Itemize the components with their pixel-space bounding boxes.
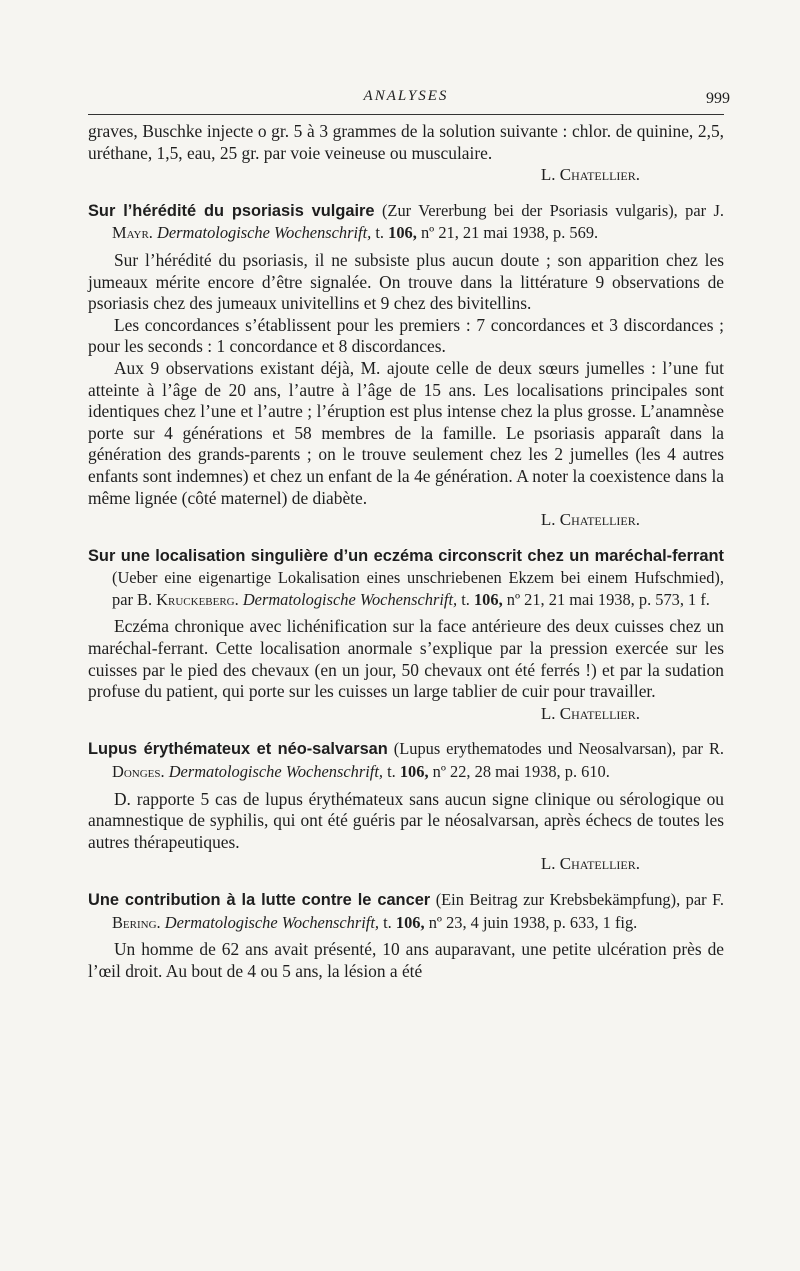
issue-info: nº 21, 21 mai 1938, p. 569. (420, 223, 599, 243)
original-title: (Lupus erythematodes und Neosalvarsan), par R. (393, 739, 724, 759)
running-head (88, 80, 730, 110)
article-paragraph: Aux 9 observations existant déjà, M. ajoute celle de deux sœurs jumelles : l’une fut atteinte à l’âge de 20 ans, l’autre à l’âge de 15 ans. Les localisations principales sont identiques chez l’une et l’autre ; l’éruption est plus intense chez la plus grosse. L’anamnèse porte sur 4 générations et 58 membres de la famille. Le psoriasis apparaît dans la génération des grands-parents ; on le trouve seulement chez les 2 jumelles (les 4 autres enfants sont indemnes) et chez un enfant de la 4e génération. A noter la coexistence dans la même lignée (côté maternel) de diabète. (88, 357, 724, 508)
article-paragraph: Eczéma chronique avec lichénification sur la face antérieure des deux cuisses chez un maréchal-ferrant. Cette localisation anormale s’explique par la pression exercée sur les cuisses par le pied des chevaux (en un jour, 50 chevaux ont été ferrés !) et par la sudation profuse du patient, qui porte sur les cuisses un large tablier de cuir pour travailler. (88, 616, 724, 702)
volume-prefix: t. (387, 762, 396, 782)
article-heading (88, 738, 724, 782)
author: Mayr. (112, 223, 153, 243)
journal: Dermatologische Wochenschrift, (168, 762, 383, 782)
article-paragraph: Un homme de 62 ans avait présenté, 10 ans auparavant, une petite ulcération près de l’œil droit. Au bout de 4 ou 5 ans, la lésion a été (88, 939, 724, 981)
article-heading (88, 889, 724, 933)
author: Donges. (112, 762, 165, 782)
issue-info: nº 23, 4 juin 1938, p. 633, 1 fig. (428, 912, 638, 932)
author: Bering. (112, 912, 161, 932)
volume: 106, (399, 762, 429, 782)
article-title: Une contribution à la lutte contre le cancer (88, 891, 431, 909)
page (88, 80, 730, 982)
journal: Dermatologische Wochenschrift, (242, 589, 458, 609)
running-title: ANALYSES (363, 88, 449, 104)
signature: L. Chatellier. (540, 703, 640, 723)
volume: 106, (395, 912, 425, 932)
issue-info: nº 21, 21 mai 1938, p. 573, 1 f. (506, 589, 710, 609)
header-rule (88, 114, 724, 115)
article-title: Sur l’hérédité du psoriasis vulgaire (88, 201, 375, 220)
journal: Dermatologische Wochenschrift, (157, 223, 372, 243)
page-number: 999 (706, 90, 730, 107)
author: Kruckeberg. (156, 589, 239, 609)
article-paragraph: Les concordances s’établissent pour les premiers : 7 concordances et 3 discordances ; pour les seconds : 1 concordance et 8 discordances. (88, 314, 724, 357)
article-title: Lupus érythémateux et néo-salvarsan (88, 740, 388, 759)
issue-info: nº 22, 28 mai 1938, p. 610. (432, 762, 610, 782)
signature: L. Chatellier. (540, 165, 640, 185)
volume-prefix: t. (383, 912, 392, 932)
journal: Dermatologische Wochenschrift, (164, 912, 380, 932)
volume: 106, (388, 223, 417, 243)
original-title: (Ueber eine eigenartige Lokalisation eines unschriebenen Ekzem bei einem Hufschmied), par B. (112, 568, 724, 609)
volume-prefix: t. (375, 223, 385, 243)
volume: 106, (473, 589, 503, 609)
original-title: (Zur Vererbung bei der Psoriasis vulgaris), par J. (381, 200, 724, 220)
page-body (88, 121, 724, 982)
article-paragraph: D. rapporte 5 cas de lupus érythémateux sans aucun signe clinique ou sérologique ou anamnestique de syphilis, qui ont été guéris par le néosalvarsan, après échecs de toutes les autres thérapeutiques. (88, 788, 724, 852)
article-heading (88, 200, 724, 244)
article-paragraph: Sur l’hérédité du psoriasis, il ne subsiste plus aucun doute ; son apparition chez les jumeaux mérite encore d’être signalée. On trouve dans la littérature 9 observations de psoriasis chez des jumeaux univitellins et 9 chez des bivitellins. (88, 249, 724, 314)
original-title: (Ein Beitrag zur Krebsbekämpfung), par F. (435, 890, 724, 909)
signature: L. Chatellier. (540, 854, 640, 874)
signature: L. Chatellier. (540, 510, 640, 530)
article-heading (88, 545, 724, 611)
article-title: Sur une localisation singulière d’un eczéma circonscrit chez un maréchal-ferrant (88, 546, 724, 565)
intro-paragraph: graves, Buschke injecte o gr. 5 à 3 grammes de la solution suivante : chlor. de quinine, 2,5, uréthane, 1,5, eau, 25 gr. par voie veineuse ou musculaire. (88, 121, 724, 163)
volume-prefix: t. (461, 589, 470, 609)
